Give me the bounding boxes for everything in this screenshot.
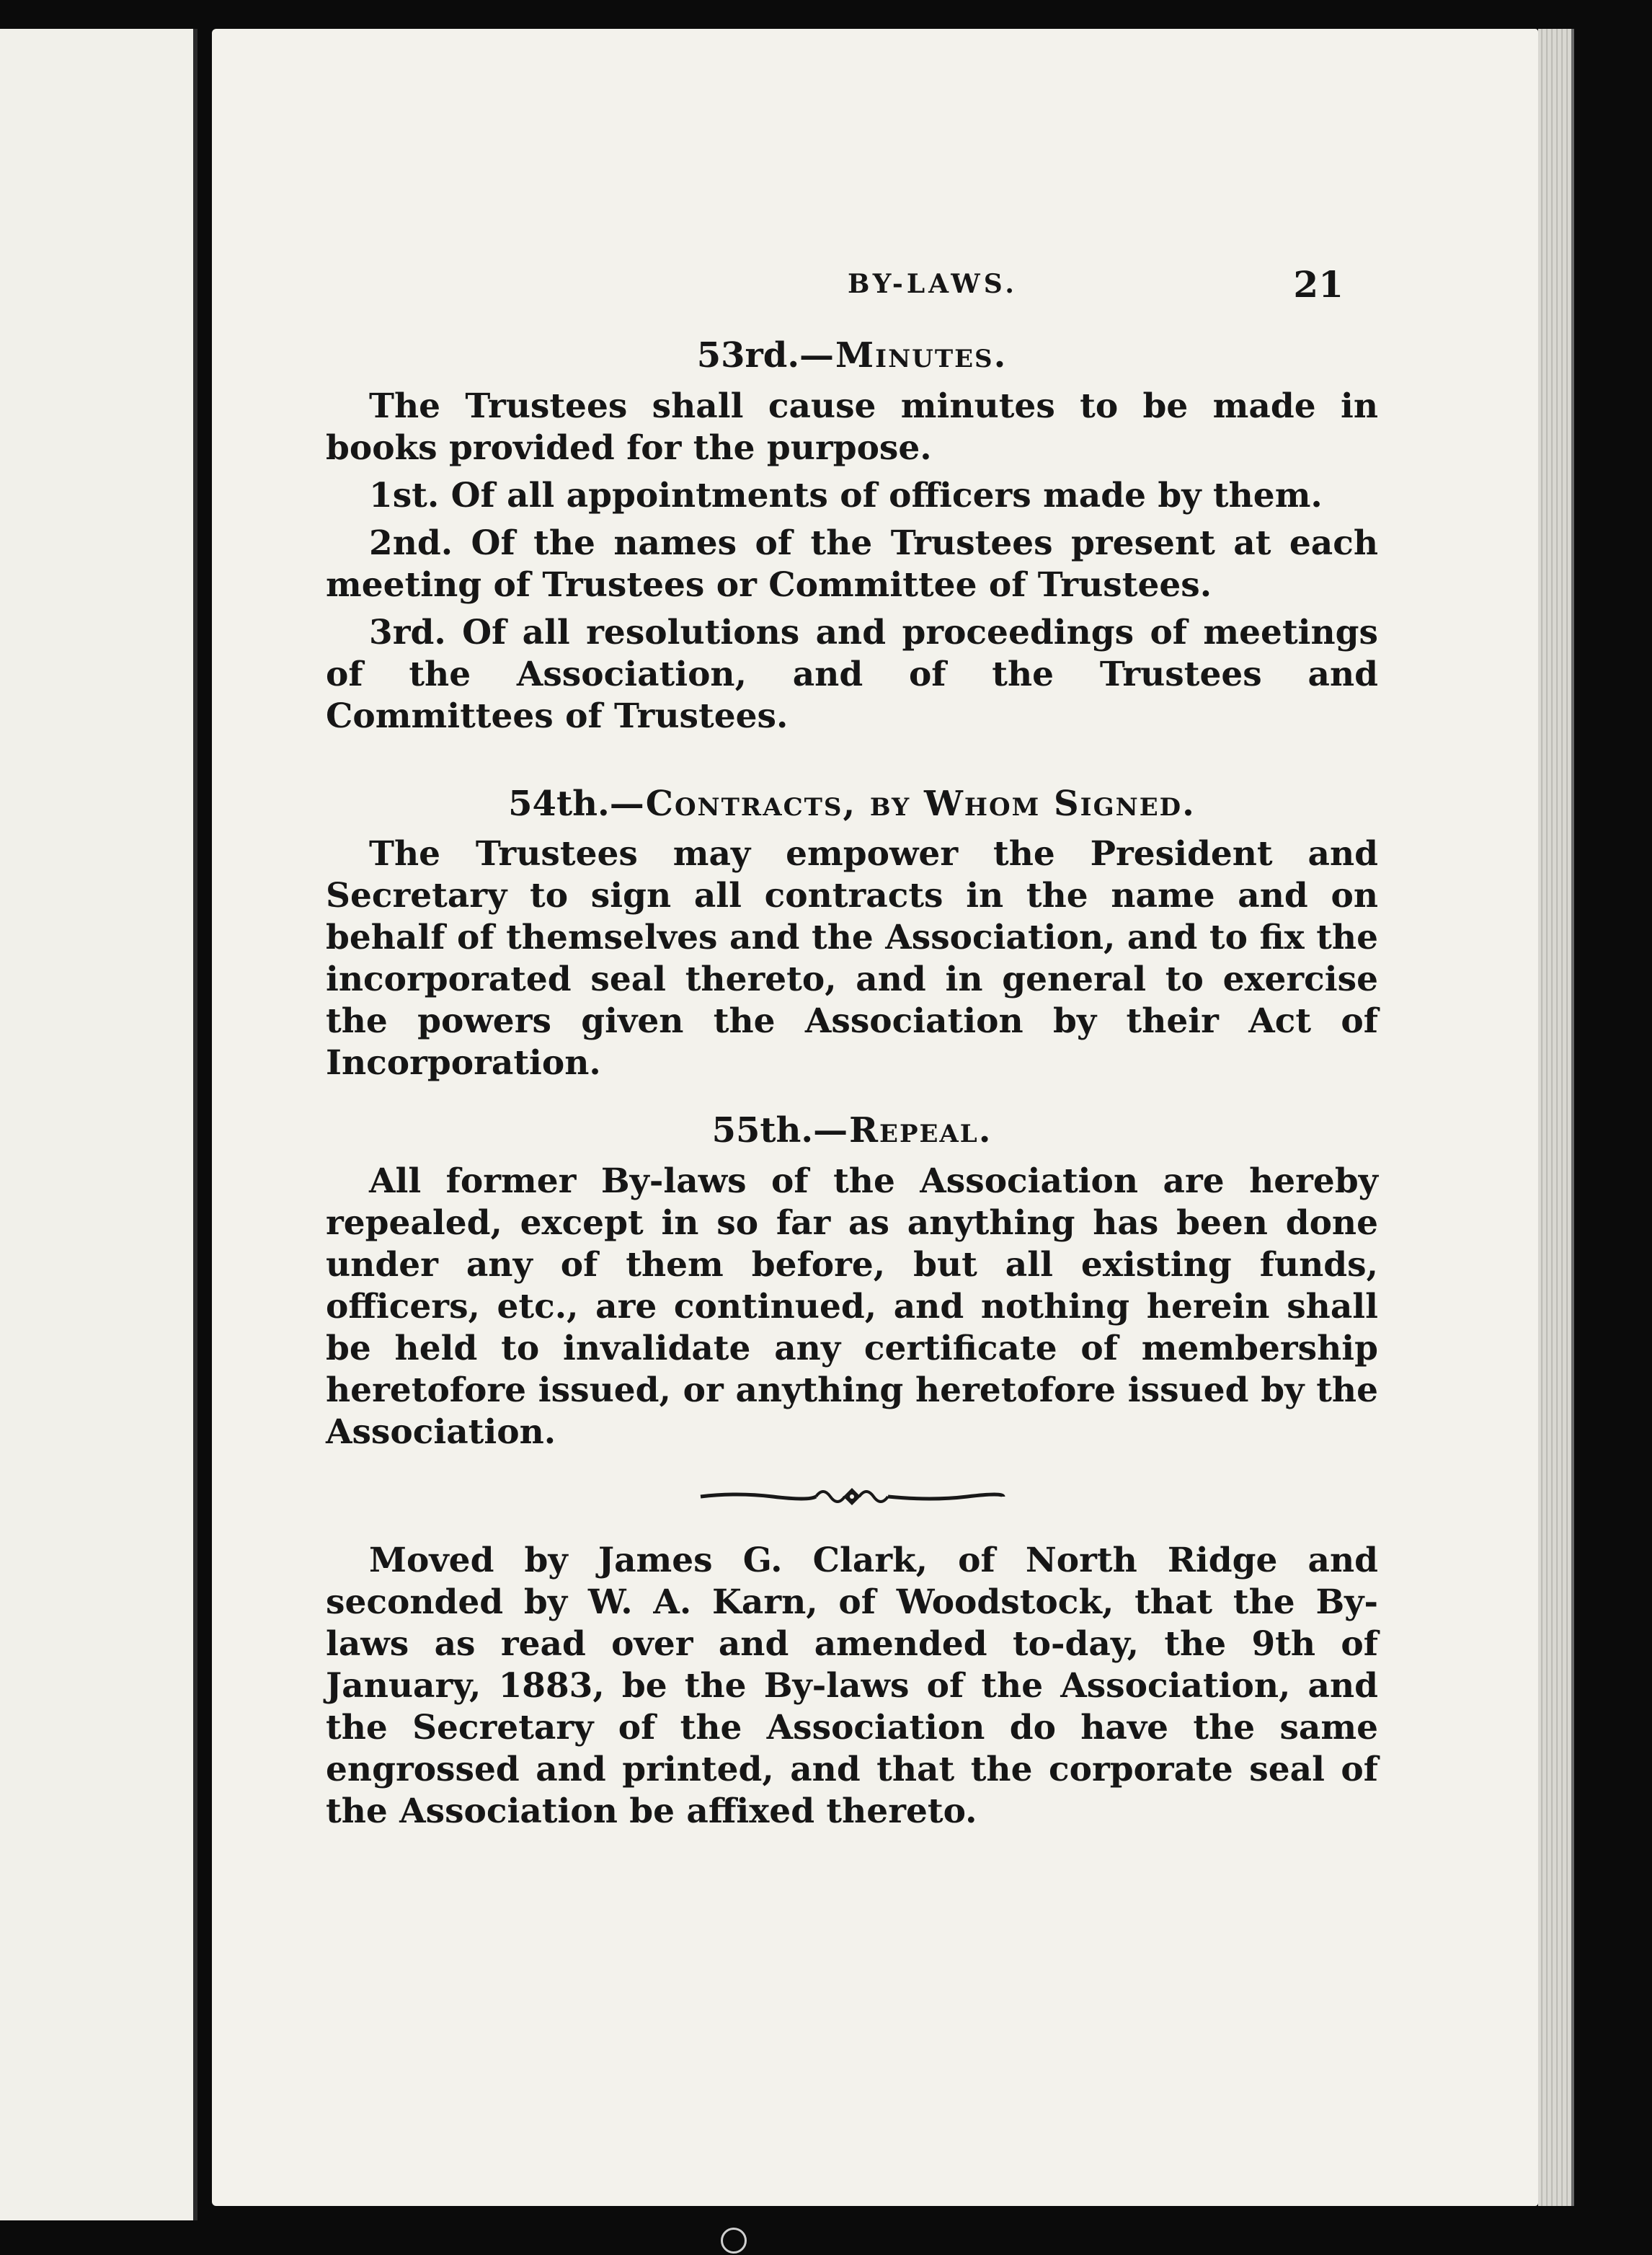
paragraph: 1st. Of all appointments of officers made by them. [369, 475, 1323, 515]
book-gutter [197, 0, 212, 2255]
spacer [326, 1090, 1378, 1110]
book-page [212, 29, 1538, 2206]
section-heading-repeal [326, 1110, 1378, 1152]
left-page-fragment [0, 29, 197, 2220]
paragraph: The Trustees shall cause minutes to be made in books provided for the purpose. [326, 386, 1378, 468]
section-title: —Minutes. [799, 335, 1008, 376]
section-title: —Repeal. [813, 1110, 992, 1151]
ornament-divider [693, 1482, 1011, 1511]
section-title: —Contracts, by Whom Signed. [609, 783, 1196, 824]
paragraph: The Trustees may empower the President and Secretary to sign all contracts in the name and on behalf of themselves and the Association, and to fix the incorporated seal thereto, and in general to exercise the powers given the Association by their Act of Incorporation. [326, 834, 1378, 1084]
paragraph: All former By-laws of the Association are hereby repealed, except in so far as anything has been done under any of them before, but all existing funds, officers, etc., are continued, and nothing herein shall be held to invalidate any certificate of membership heretofore issued, or anything heretofore issued by the Association. [326, 1161, 1378, 1452]
running-head: BY-LAWS. [848, 269, 1018, 299]
paragraph: 2nd. Of the names of the Trustees present at each meeting of Trustees or Committee of Trustees. [326, 523, 1378, 605]
binding-hole [721, 2228, 747, 2254]
closing-paragraph: Moved by James G. Clark, of North Ridge and seconded by W. A. Karn, of Woodstock, that the By-laws as read over and amended to-day, the 9th of January, 1883, be the By-laws of the Association, and the Secretary of the Association do have the same engrossed and printed, and that the corporate seal of the Association be affixed thereto. [326, 1540, 1378, 1831]
spacer [326, 743, 1378, 784]
section-number: 53rd. [696, 335, 800, 376]
section-number: 54th. [508, 783, 610, 824]
page-header [327, 263, 1538, 306]
page-number: 21 [1293, 263, 1344, 306]
page-stack-edge [1538, 29, 1574, 2206]
section-heading-contracts [326, 784, 1378, 825]
paragraph: 3rd. Of all resolutions and proceedings of meetings of the Association, and of the Trustees and Committees of Trustees. [326, 612, 1378, 736]
section-heading-minutes [326, 335, 1378, 377]
page-content [326, 335, 1378, 1838]
section-number: 55th. [711, 1110, 814, 1151]
